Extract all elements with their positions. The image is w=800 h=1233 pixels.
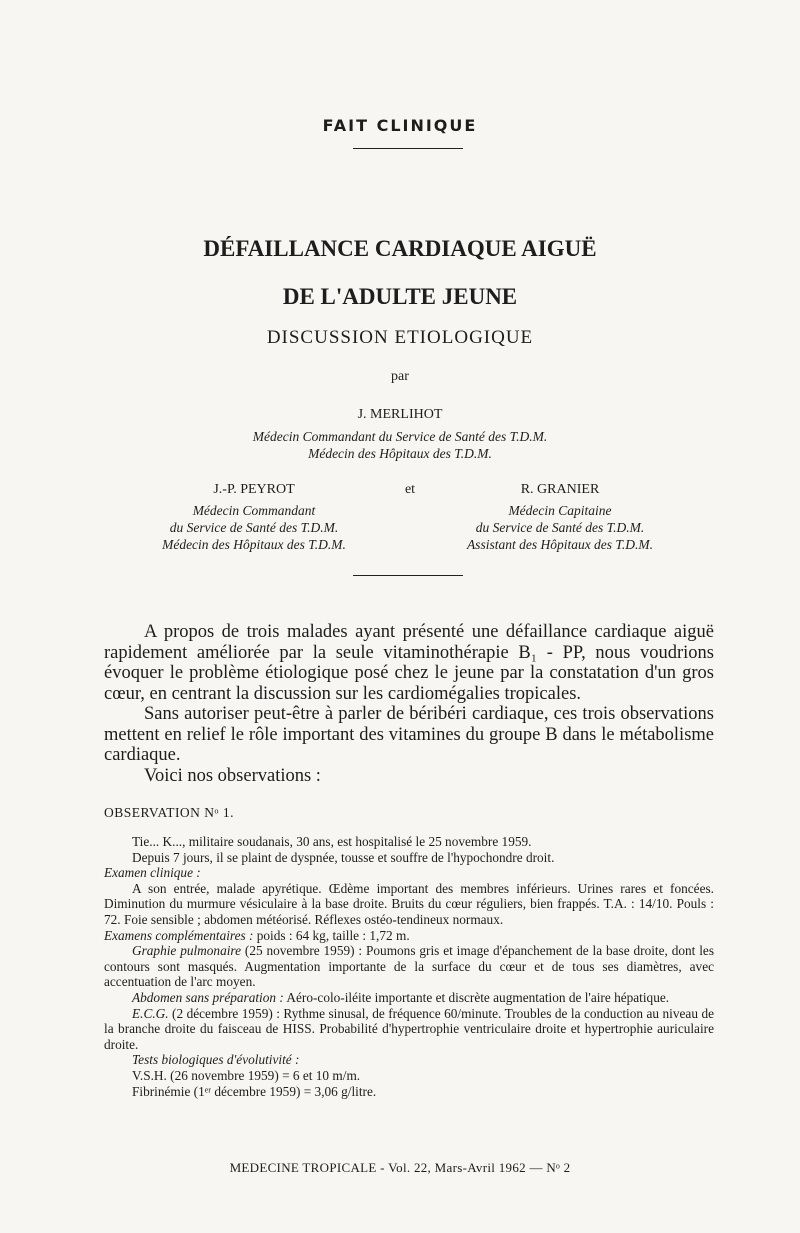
ecg-text: (2 décembre 1959) : Rythme sinusal, de fréquence 60/minute. Troubles de la conduction au niveau de la branche droite du faisceau de HISS. Probabilité d'hypertrophie ventriculaire droite et hypertrophie auriculaire droite. <box>104 1005 714 1052</box>
by-label: par <box>391 369 409 384</box>
obs-line-2: Depuis 7 jours, il se plaint de dyspnée, tousse et souffre de l'hypochondre droit. <box>132 849 555 865</box>
graph-label: Graphie pulmonaire <box>132 943 242 959</box>
tests-label: Tests biologiques d'évolutivité : <box>132 1052 300 1068</box>
author-main-affiliation-1: Médecin Commandant du Service de Santé des T.D.M. <box>252 429 548 444</box>
comp-text: poids : 64 kg, taille : 1,72 m. <box>253 927 410 943</box>
exam-label: Examen clinique : <box>104 865 201 881</box>
author-right-affiliation-1: Médecin Capitaine <box>508 503 612 518</box>
author-left-affiliation-2: du Service de Santé des T.D.M. <box>169 520 339 535</box>
author-right-affiliation-3: Assistant des Hôpitaux des T.D.M. <box>466 537 654 552</box>
author-left-affiliation-1: Médecin Commandant <box>192 503 316 518</box>
graph-text: (25 novembre 1959) : Poumons gris et image d'épanchement de la base droite, dont les contours sont masqués. Augmentation importante de la surface du cœur et de tous ses diamètres, avec accentuation de l'arc moyen. <box>104 943 714 990</box>
author-left-affiliation-3: Médecin des Hôpitaux des T.D.M. <box>162 537 346 552</box>
obs-line-1: Tie... K..., militaire soudanais, 30 ans, est hospitalisé le 25 novembre 1959. <box>132 834 532 849</box>
title-line-1: DÉFAILLANCE CARDIAQUE AIGUË <box>203 236 597 261</box>
author-right <box>410 482 710 553</box>
author-left-name: J.-P. PEYROT <box>213 482 295 497</box>
journal-footer: MEDECINE TROPICALE - Vol. 22, Mars-Avril 1962 — Nᵒ 2 <box>229 1160 571 1175</box>
abdomen-text: Aéro-colo-iléite importante et discrète augmentation de l'aire hépatique. <box>283 989 670 1005</box>
observation-heading: OBSERVATION Nᵒ 1. <box>104 805 234 820</box>
intro-paragraph-2: Sans autoriser peut-être à parler de béribéri cardiaque, ces trois observations mettent en relief le rôle important des vitamines du groupe B dans le métabolisme cardiaque. <box>104 704 714 765</box>
divider-top <box>353 148 463 149</box>
and-label: et <box>404 482 416 497</box>
divider-bottom <box>353 575 463 576</box>
abdomen-label: Abdomen sans préparation : <box>132 989 284 1005</box>
vsh-line: V.S.H. (26 novembre 1959) = 6 et 10 m/m. <box>132 1067 361 1083</box>
intro-text <box>104 622 714 786</box>
section-label: FAIT CLINIQUE <box>322 116 478 135</box>
author-right-name: R. GRANIER <box>520 482 600 497</box>
exam-text: A son entrée, malade apyrétique. Œdème important des membres inférieurs. Urines rares et foncées. Diminution du murmure vésiculaire à la base droite. Bruits du cœur réguliers, bien frappés. T.A. : 14/10. Pouls : 72. Foie sensible ; abdomen météorisé. Réflexes ostéo-tendineux normaux. <box>104 880 714 927</box>
subtitle: DISCUSSION ETIOLOGIQUE <box>266 327 534 348</box>
title-line-2: DE L'ADULTE JEUNE <box>282 284 518 309</box>
observation-body <box>104 834 714 1099</box>
author-main-name: J. MERLIHOT <box>357 407 443 422</box>
comp-label: Examens complémentaires : <box>104 927 254 943</box>
intro-paragraph-1: A propos de trois malades ayant présenté une défaillance cardiaque aiguë rapidement améliorée par la seule vitaminothérapie B₁ - PP, nous voudrions évoquer le problème étiologique posé chez le jeune par la constatation d'un gros cœur, en centrant la discussion sur les cardiomégalies tropicales. <box>104 622 714 704</box>
author-right-affiliation-2: du Service de Santé des T.D.M. <box>475 520 645 535</box>
author-main-affiliation-2: Médecin des Hôpitaux des T.D.M. <box>308 446 492 461</box>
author-left <box>104 482 404 553</box>
ecg-label: E.C.G. <box>132 1005 169 1021</box>
intro-paragraph-3: Voici nos observations : <box>144 765 321 786</box>
fibrinemie-line: Fibrinémie (1ᵉʳ décembre 1959) = 3,06 g/litre. <box>132 1083 377 1099</box>
